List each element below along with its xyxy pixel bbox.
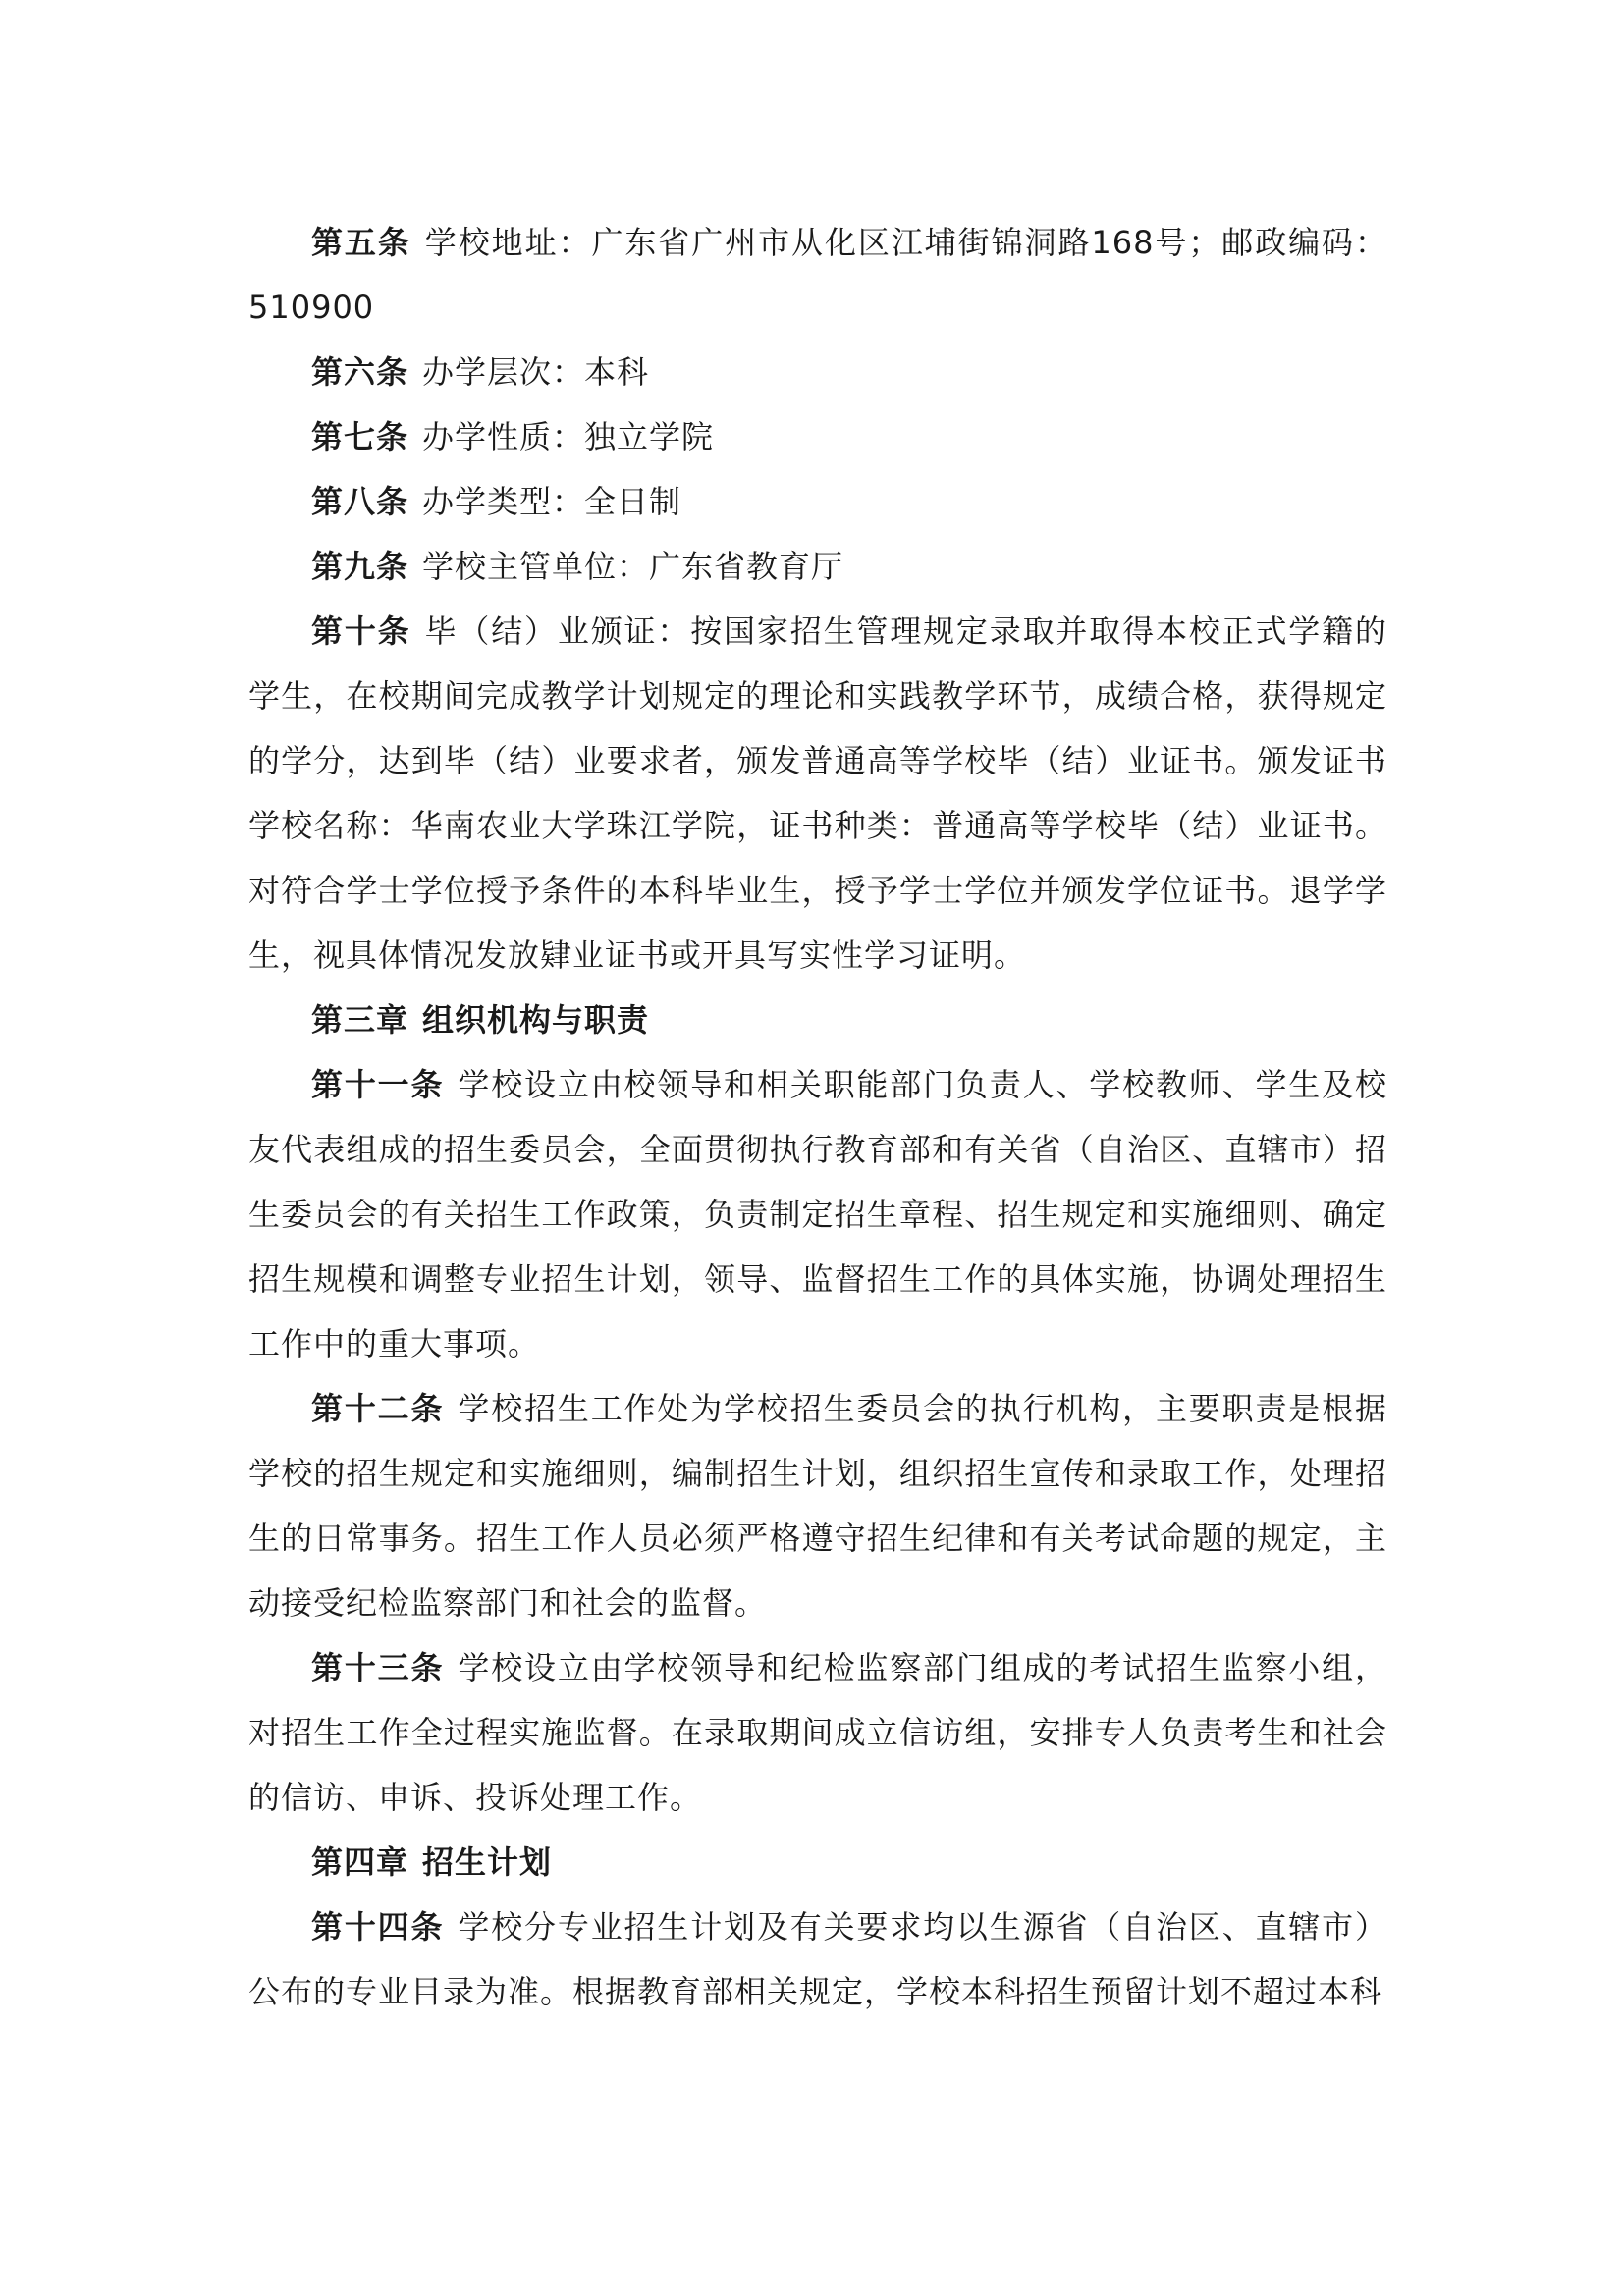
chapter-title: 组织机构与职责 bbox=[422, 1001, 650, 1039]
article-9 bbox=[248, 534, 1387, 599]
article-text: 学校地址：广东省广州市从化区江埔街锦洞路168号；邮政编码：510900 bbox=[248, 224, 1387, 326]
article-11 bbox=[248, 1052, 1387, 1376]
article-label: 第九条 bbox=[311, 548, 409, 585]
article-text: 办学性质：独立学院 bbox=[422, 418, 715, 455]
article-text: 学校招生工作处为学校招生委员会的执行机构，主要职责是根据学校的招生规定和实施细则，编制招生计划，组织招生宣传和录取工作，处理招生的日常事务。招生工作人员必须严格遵守招生纪律和有关考试命题的规定，主动接受纪检监察部门和社会的监督。 bbox=[248, 1390, 1387, 1622]
article-label: 第十一条 bbox=[311, 1066, 445, 1103]
article-text: 学校分专业招生计划及有关要求均以生源省（自治区、直辖市）公布的专业目录为准。根据教育部相关规定，学校本科招生预留计划不超过本科 bbox=[248, 1908, 1387, 2010]
article-label: 第六条 bbox=[311, 353, 409, 391]
article-14 bbox=[248, 1895, 1387, 2024]
chapter-title: 招生计划 bbox=[422, 1843, 553, 1881]
article-text: 学校主管单位：广东省教育厅 bbox=[422, 548, 844, 585]
article-label: 第五条 bbox=[311, 224, 411, 261]
chapter-label: 第三章 bbox=[311, 1001, 409, 1039]
article-7 bbox=[248, 404, 1387, 469]
chapter-label: 第四章 bbox=[311, 1843, 409, 1881]
document-body bbox=[248, 210, 1387, 2024]
article-text: 办学类型：全日制 bbox=[422, 483, 682, 520]
article-13 bbox=[248, 1635, 1387, 1830]
article-label: 第十三条 bbox=[311, 1649, 445, 1686]
article-label: 第十条 bbox=[311, 613, 411, 650]
article-6 bbox=[248, 340, 1387, 404]
article-8 bbox=[248, 469, 1387, 534]
article-12 bbox=[248, 1376, 1387, 1635]
article-text: 毕（结）业颁证：按国家招生管理规定录取并取得本校正式学籍的学生，在校期间完成教学计划规定的理论和实践教学环节，成绩合格，获得规定的学分，达到毕（结）业要求者，颁发普通高等学校毕（结）业证书。颁发证书学校名称：华南农业大学珠江学院，证书种类：普通高等学校毕（结）业证书。对符合学士学位授予条件的本科毕业生，授予学士学位并颁发学位证书。退学学生，视具体情况发放肄业证书或开具写实性学习证明。 bbox=[248, 613, 1387, 974]
article-label: 第十二条 bbox=[311, 1390, 445, 1427]
article-10 bbox=[248, 599, 1387, 988]
article-label: 第七条 bbox=[311, 418, 409, 455]
chapter-4-heading bbox=[248, 1830, 1387, 1895]
article-5 bbox=[248, 210, 1387, 340]
article-text: 学校设立由学校领导和纪检监察部门组成的考试招生监察小组，对招生工作全过程实施监督。在录取期间成立信访组，安排专人负责考生和社会的信访、申诉、投诉处理工作。 bbox=[248, 1649, 1387, 1816]
article-label: 第十四条 bbox=[311, 1908, 445, 1946]
article-label: 第八条 bbox=[311, 483, 409, 520]
article-text: 办学层次：本科 bbox=[422, 353, 650, 391]
article-text: 学校设立由校领导和相关职能部门负责人、学校教师、学生及校友代表组成的招生委员会，全面贯彻执行教育部和有关省（自治区、直辖市）招生委员会的有关招生工作政策，负责制定招生章程、招生规定和实施细则、确定招生规模和调整专业招生计划，领导、监督招生工作的具体实施，协调处理招生工作中的重大事项。 bbox=[248, 1066, 1387, 1362]
chapter-3-heading bbox=[248, 988, 1387, 1052]
